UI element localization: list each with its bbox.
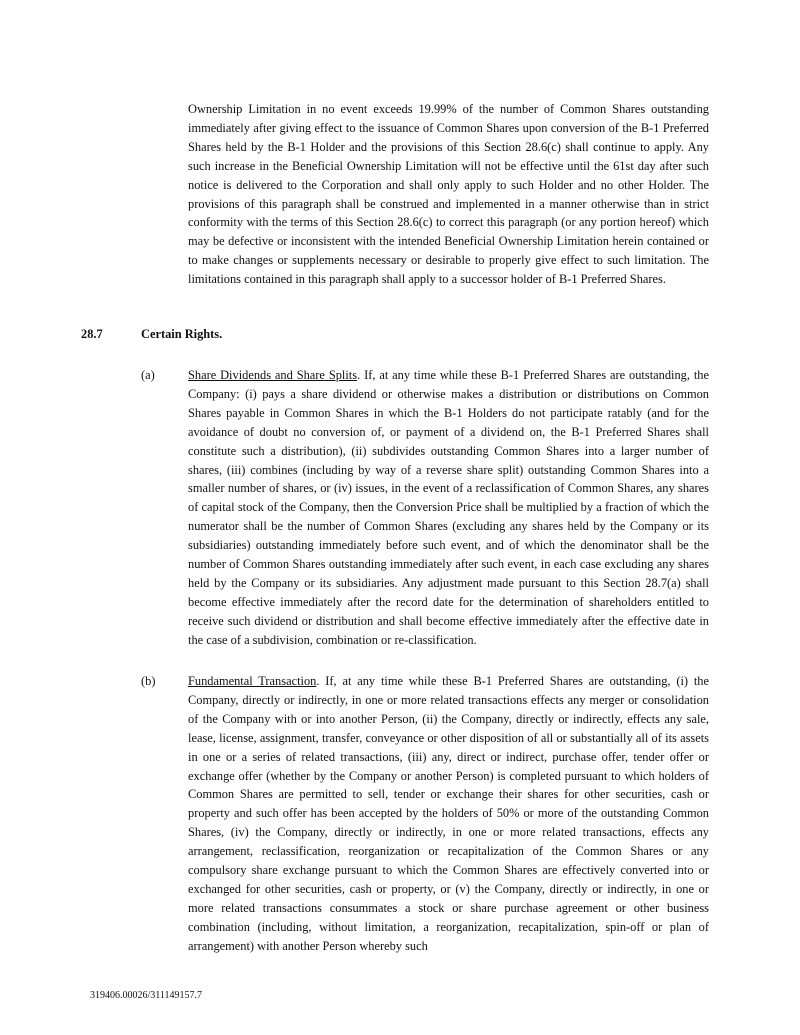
item-label-a: (a) [141, 368, 155, 382]
item-heading-a: Share Dividends and Share Splits [188, 368, 358, 382]
section-number: 28.7 [81, 327, 103, 341]
item-label-b: (b) [141, 674, 156, 688]
item-body-a: . If, at any time while these B-1 Preferred Shares are outstanding, the Company: (i) pays a share dividend or otherwise makes a distribution or distributions on Common Shares payable in Common Shares in which the B-1 Holders do not participate ratably (and for the avoidance of doubt no conversion of, or payment of a dividend on, the B-1 Preferred Shares shall constitute such a distribution), (ii) subdivides outstanding Common Shares into a larger number of shares, (iii) combines (including by way of a reverse share split) outstanding Common Shares into a smaller number of shares, or (iv) issues, in the event of a reclassification of Common Shares, any shares of capital stock of the Company, then the Conversion Price shall be multiplied by a fraction of which the numerator shall be the number of Common Shares (excluding any shares held by the Company or its subsidiaries) outstanding immediately before such event, and of which the denominator shall be the number of Common Shares outstanding immediately after such event, in each case excluding any shares held by the Company or its subsidiaries. Any adjustment made pursuant to this Section 28.7(a) shall become effective immediately after the record date for the determination of shareholders entitled to receive such dividend or distribution and shall become effective immediately after the effective date in the case of a subdivision, combination or re-classification. [188, 368, 709, 647]
continuation-paragraph: Ownership Limitation in no event exceeds 19.99% of the number of Common Shares outstanding immediately after giving effect to the issuance of Common Shares upon conversion of the B-1 Preferred Shares held by the B-1 Holder and the provisions of this Section 28.6(c) shall continue to apply. Any such increase in the Beneficial Ownership Limitation will not be effective until the 61st day after such notice is delivered to the Corporation and shall only apply to such Holder and no other Holder. The provisions of this paragraph shall be construed and implemented in a manner otherwise than in strict conformity with the terms of this Section 28.6(c) to correct this paragraph (or any portion hereof) which may be defective or inconsistent with the intended Beneficial Ownership Limitation herein contained or to make changes or supplements necessary or desirable to properly give effect to such limitation. The limitations contained in this paragraph shall apply to a successor holder of B-1 Preferred Shares. [188, 102, 709, 287]
item-paragraph-b [188, 672, 709, 956]
item-body-b: . If, at any time while these B-1 Preferred Shares are outstanding, (i) the Company, directly or indirectly, in one or more related transactions effects any merger or consolidation of the Company with or into another Person, (ii) the Company, directly or indirectly, effects any sale, lease, license, assignment, transfer, conveyance or other disposition of all or substantially all of its assets in one or a series of related transactions, (iii) any, direct or indirect, purchase offer, tender offer or exchange offer (whether by the Company or another Person) is completed pursuant to which holders of Common Shares are permitted to sell, tender or exchange their shares for other securities, cash or property and such offer has been accepted by the holders of 50% or more of the outstanding Common Shares, (iv) the Company, directly or indirectly, in one or more related transactions, effects any arrangement, reclassification, reorganization or recapitalization of the Common Shares or any compulsory share exchange pursuant to which the Common Shares are effectively converted into or exchanged for other securities, cash or property, or (v) the Company, directly or indirectly, in one or more related transactions consummates a stock or share purchase agreement or other business combination (including, without limitation, a reorganization, recapitalization, spin-off or plan of arrangement) with another Person whereby such [188, 674, 709, 953]
item-heading-b: Fundamental Transaction [188, 674, 317, 688]
section-title: Certain Rights. [141, 327, 223, 341]
item-paragraph-a [188, 366, 709, 650]
document-footer-id: 319406.00026/311149157.7 [90, 990, 203, 1001]
